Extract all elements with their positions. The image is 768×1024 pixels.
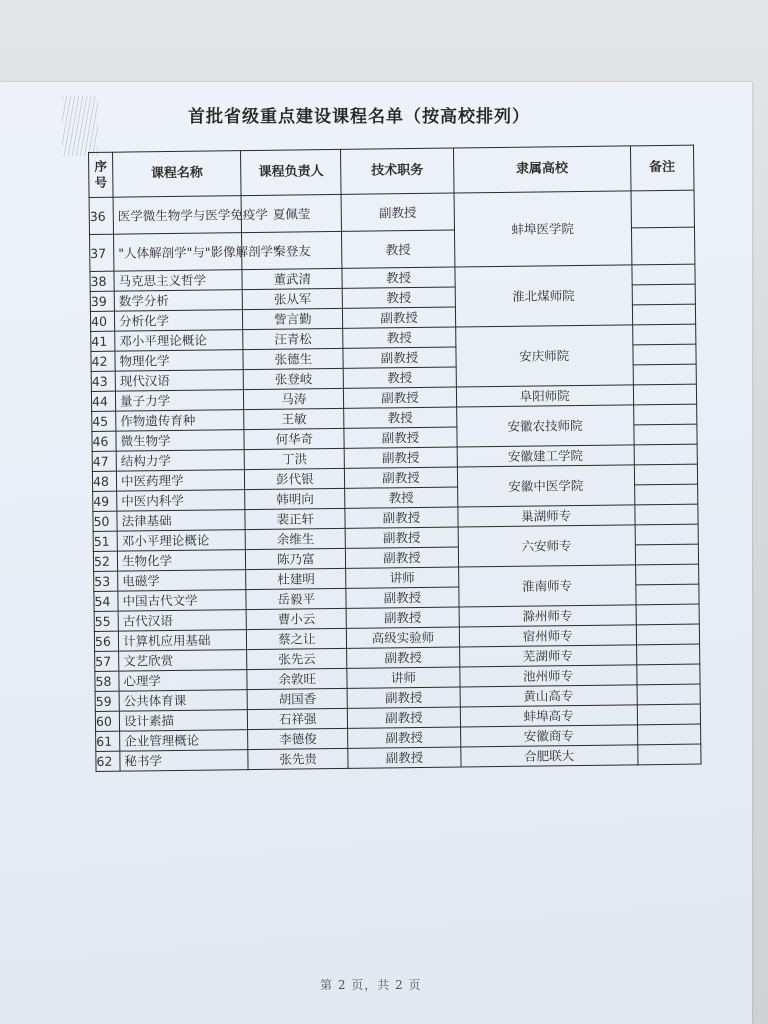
row-seq: 45 <box>92 411 116 431</box>
row-course: 古代汉语 <box>118 610 246 632</box>
row-person: 杜建明 <box>246 568 346 589</box>
table-row <box>89 190 694 234</box>
row-note <box>636 624 699 645</box>
row-school: 巢湖师专 <box>457 505 635 527</box>
header-rank: 技术职务 <box>341 148 454 194</box>
row-course: 中医内科学 <box>117 490 245 512</box>
header-person: 课程负责人 <box>241 149 342 195</box>
row-seq: 38 <box>90 271 114 291</box>
row-seq: 58 <box>95 671 119 691</box>
row-note <box>637 684 700 705</box>
row-rank: 副教授 <box>345 467 457 488</box>
row-rank: 教授 <box>343 287 455 308</box>
row-note <box>637 664 700 685</box>
row-rank: 教授 <box>344 407 456 428</box>
row-person: 石祥强 <box>248 708 348 729</box>
row-person: 马涛 <box>244 388 344 409</box>
course-table <box>88 145 702 772</box>
row-note <box>635 524 698 545</box>
row-course: 作物遗传育种 <box>116 410 244 432</box>
row-note <box>634 444 697 465</box>
row-school: 淮北煤师院 <box>454 265 632 327</box>
row-note <box>631 227 695 265</box>
row-school: 阜阳师院 <box>456 385 634 407</box>
row-note <box>634 424 697 445</box>
row-note <box>636 644 699 665</box>
row-rank: 讲师 <box>347 667 459 688</box>
row-note <box>633 384 696 405</box>
row-rank: 副教授 <box>344 387 456 408</box>
row-course: 马克思主义哲学 <box>114 270 242 292</box>
row-course: 邓小平理论概论 <box>115 330 243 352</box>
row-person: 张先贵 <box>248 748 348 769</box>
row-seq: 41 <box>91 331 115 351</box>
row-course: 现代汉语 <box>115 370 243 392</box>
row-course: 公共体育课 <box>119 690 247 712</box>
row-course: 设计素描 <box>119 710 247 732</box>
row-course: 物理化学 <box>115 350 243 372</box>
table-header-row <box>89 145 695 197</box>
row-person: 张登岐 <box>243 368 343 389</box>
row-person: 余维生 <box>245 528 345 549</box>
row-seq: 61 <box>96 731 120 751</box>
row-rank: 教授 <box>342 230 455 268</box>
row-person: 张从军 <box>242 288 342 309</box>
row-seq: 44 <box>91 391 115 411</box>
row-note <box>637 724 700 745</box>
row-rank: 教授 <box>345 487 457 508</box>
header-seq: 序号 <box>89 152 114 197</box>
row-note <box>633 344 696 365</box>
row-rank: 副教授 <box>341 193 454 231</box>
row-note <box>632 304 695 325</box>
row-rank: 讲师 <box>346 567 458 588</box>
row-rank: 副教授 <box>347 687 459 708</box>
row-course: 心理学 <box>119 670 247 692</box>
row-note <box>632 284 695 305</box>
row-rank: 副教授 <box>346 547 458 568</box>
row-person: 何华奇 <box>244 428 344 449</box>
row-person: 李德俊 <box>248 728 348 749</box>
row-course: 数学分析 <box>114 290 242 312</box>
row-rank: 教授 <box>343 327 455 348</box>
row-rank: 副教授 <box>347 647 459 668</box>
row-course: 文艺欣赏 <box>119 650 247 672</box>
row-school: 安徽建工学院 <box>457 445 635 467</box>
row-person: 董武清 <box>242 268 342 289</box>
row-school: 滁州师专 <box>459 605 637 627</box>
row-rank: 教授 <box>344 367 456 388</box>
row-school: 芜湖师专 <box>459 645 637 667</box>
row-person: 彭代银 <box>245 468 345 489</box>
header-school: 隶属高校 <box>453 146 631 193</box>
row-rank: 副教授 <box>344 427 456 448</box>
row-rank: 副教授 <box>343 347 455 368</box>
row-seq: 48 <box>92 471 116 491</box>
row-seq: 43 <box>91 371 115 391</box>
row-person: 汪青松 <box>243 328 343 349</box>
row-school: 安庆师院 <box>455 325 633 387</box>
row-person: 蔡之让 <box>247 628 347 649</box>
row-person: 夏佩莹 <box>241 194 342 232</box>
row-course: 法律基础 <box>117 510 245 532</box>
row-seq: 51 <box>93 531 117 551</box>
row-course: 企业管理概论 <box>120 730 248 752</box>
row-note <box>637 704 700 725</box>
row-course: 量子力学 <box>115 390 243 412</box>
row-note <box>632 264 695 285</box>
row-seq: 52 <box>93 551 117 571</box>
row-course: "人体解剖学"与"影像解剖学" <box>114 233 243 272</box>
row-school: 池州师专 <box>459 665 637 687</box>
row-person: 訾言勤 <box>243 308 343 329</box>
row-seq: 46 <box>92 431 116 451</box>
row-course: 中国古代文学 <box>118 590 246 612</box>
row-seq: 42 <box>91 351 115 371</box>
row-rank: 副教授 <box>346 527 458 548</box>
scan-artifact <box>62 96 98 156</box>
row-seq: 50 <box>93 511 117 531</box>
row-course: 分析化学 <box>114 310 242 332</box>
row-seq: 55 <box>94 611 118 631</box>
row-rank: 副教授 <box>346 607 458 628</box>
row-course: 结构力学 <box>116 450 244 472</box>
row-course: 生物化学 <box>117 550 245 572</box>
row-note <box>635 544 698 565</box>
row-course: 中医药理学 <box>116 470 244 492</box>
row-rank: 副教授 <box>348 707 460 728</box>
row-course: 医学微生物学与医学免疫学 <box>113 196 242 235</box>
row-note <box>631 190 695 228</box>
row-rank: 副教授 <box>348 747 460 768</box>
document-title: 首批省级重点建设课程名单（按高校排列） <box>188 107 530 127</box>
row-seq: 49 <box>93 491 117 511</box>
row-school: 蚌埠医学院 <box>454 191 632 267</box>
row-rank: 副教授 <box>345 507 457 528</box>
row-school: 淮南师专 <box>458 565 636 607</box>
row-school: 黄山高专 <box>460 685 638 707</box>
row-rank: 副教授 <box>346 587 458 608</box>
row-note <box>632 324 695 345</box>
row-seq: 54 <box>94 591 118 611</box>
row-person: 韩明向 <box>245 488 345 509</box>
row-seq: 40 <box>90 311 114 331</box>
row-rank: 教授 <box>342 267 454 288</box>
row-note <box>636 604 699 625</box>
row-person: 岳毅平 <box>246 588 346 609</box>
row-school: 宿州师专 <box>459 625 637 647</box>
row-school: 安徽中医学院 <box>457 465 635 507</box>
row-person: 张先云 <box>247 648 347 669</box>
row-school: 安徽商专 <box>460 725 638 747</box>
row-rank: 高级实验师 <box>347 627 459 648</box>
row-seq: 62 <box>96 751 120 771</box>
row-seq: 56 <box>94 631 118 651</box>
row-note <box>633 404 696 425</box>
row-course: 微生物学 <box>116 430 244 452</box>
page-footer: 第 2 页，共 2 页 <box>320 978 422 992</box>
row-school: 蚌埠高专 <box>460 705 638 727</box>
row-note <box>636 584 699 605</box>
row-course: 电磁学 <box>118 570 246 592</box>
row-course: 邓小平理论概论 <box>117 530 245 552</box>
row-seq: 37 <box>90 234 114 271</box>
row-person: 张德生 <box>243 348 343 369</box>
row-course: 秘书学 <box>120 750 248 772</box>
header-course: 课程名称 <box>113 151 242 198</box>
row-school: 合肥联大 <box>460 745 638 767</box>
row-note <box>634 484 697 505</box>
row-rank: 副教授 <box>345 447 457 468</box>
row-person: 王敏 <box>244 408 344 429</box>
row-seq: 60 <box>95 711 119 731</box>
row-school: 安徽农技师院 <box>456 405 634 447</box>
row-seq: 36 <box>89 197 113 234</box>
row-seq: 53 <box>94 571 118 591</box>
row-note <box>638 744 701 765</box>
row-note <box>633 364 696 385</box>
row-rank: 副教授 <box>343 307 455 328</box>
row-person: 陈乃富 <box>246 548 346 569</box>
row-seq: 57 <box>95 651 119 671</box>
row-rank: 副教授 <box>348 727 460 748</box>
header-note: 备注 <box>630 145 694 191</box>
row-person: 胡国香 <box>247 688 347 709</box>
row-note <box>635 564 698 585</box>
row-seq: 39 <box>90 291 114 311</box>
row-person: 裴正轩 <box>245 508 345 529</box>
row-note <box>634 464 697 485</box>
row-person: 丁洪 <box>244 448 344 469</box>
row-note <box>635 504 698 525</box>
row-person: 秦登友 <box>242 231 343 269</box>
row-seq: 47 <box>92 451 116 471</box>
row-person: 曹小云 <box>246 608 346 629</box>
row-course: 计算机应用基础 <box>118 630 246 652</box>
row-seq: 59 <box>95 691 119 711</box>
row-person: 余敦旺 <box>247 668 347 689</box>
row-school: 六安师专 <box>458 525 636 567</box>
